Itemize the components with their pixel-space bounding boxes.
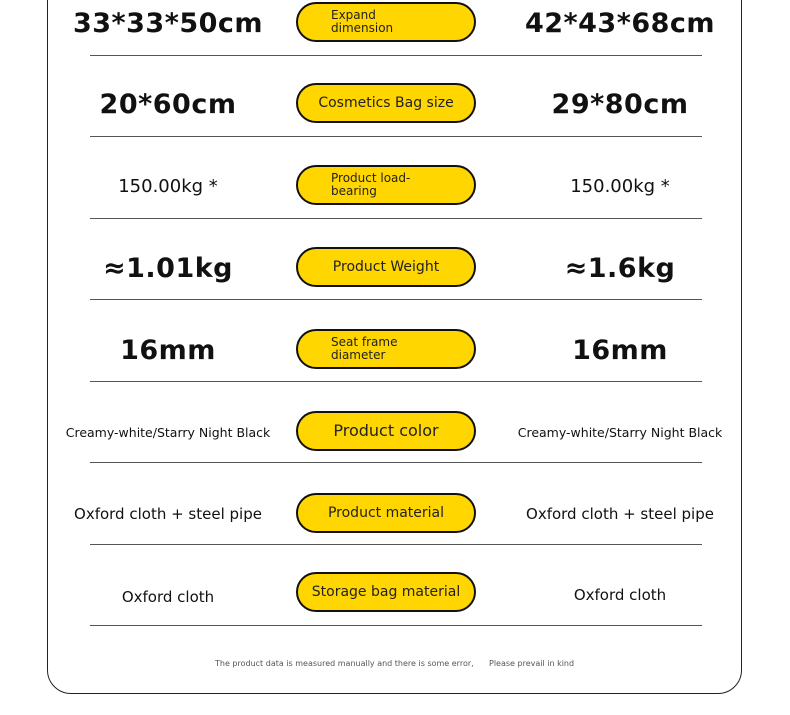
spec-label: Product load-bearing [331,171,411,198]
spec-label-pill [296,411,476,451]
spec-row-load-bearing [0,145,790,227]
row-divider [90,625,702,626]
right-value: 29*80cm [551,88,689,120]
row-divider [90,299,702,300]
spec-label-pill [296,572,476,612]
left-value: 16mm [120,334,216,366]
row-divider [90,136,702,137]
right-value: 16mm [572,334,668,366]
spec-label-pill [296,2,476,42]
right-value: Creamy-white/Starry Night Black [517,424,723,440]
spec-label: Seat frame diameter [331,335,398,362]
spec-label: Product Weight [332,259,440,275]
spec-row-seat-frame-diameter [0,309,790,391]
spec-label-pill [296,165,476,205]
row-divider [90,218,702,219]
spec-label: Expand dimension [331,8,394,35]
spec-row-product-material [0,473,790,555]
left-value: 33*33*50cm [72,7,264,39]
spec-row-product-color [0,391,790,473]
footer-note-2: Please prevail in kind [489,659,575,668]
spec-label-pill [296,83,476,123]
left-value: ≈1.01kg [102,252,234,284]
right-value: Oxford cloth [573,586,667,604]
spec-row-storage-bag-material [0,552,790,634]
left-value: Oxford cloth [121,588,215,606]
spec-label-pill [296,329,476,369]
left-value: 20*60cm [99,88,237,120]
spec-label-pill [296,247,476,287]
spec-label: Cosmetics Bag size [318,95,454,111]
spec-row-product-weight [0,227,790,309]
spec-row-cosmetics-bag-size [0,63,790,145]
right-value: Oxford cloth + steel pipe [526,505,714,523]
right-value: 42*43*68cm [524,7,716,39]
left-value: Creamy-white/Starry Night Black [65,424,271,440]
spec-label-pill [296,493,476,533]
row-divider [90,462,702,463]
spec-label: Product material [327,505,445,521]
left-value: Oxford cloth + steel pipe [74,505,262,523]
left-value: 150.00kg * [118,175,218,197]
row-divider [90,381,702,382]
spec-label: Storage bag material [311,584,461,600]
spec-label: Product color [333,421,439,440]
right-value: 150.00kg * [570,175,670,197]
row-divider [90,544,702,545]
right-value: ≈1.6kg [564,252,676,284]
footer-note: The product data is measured manually and there is some error, [215,659,474,668]
row-divider [90,55,702,56]
